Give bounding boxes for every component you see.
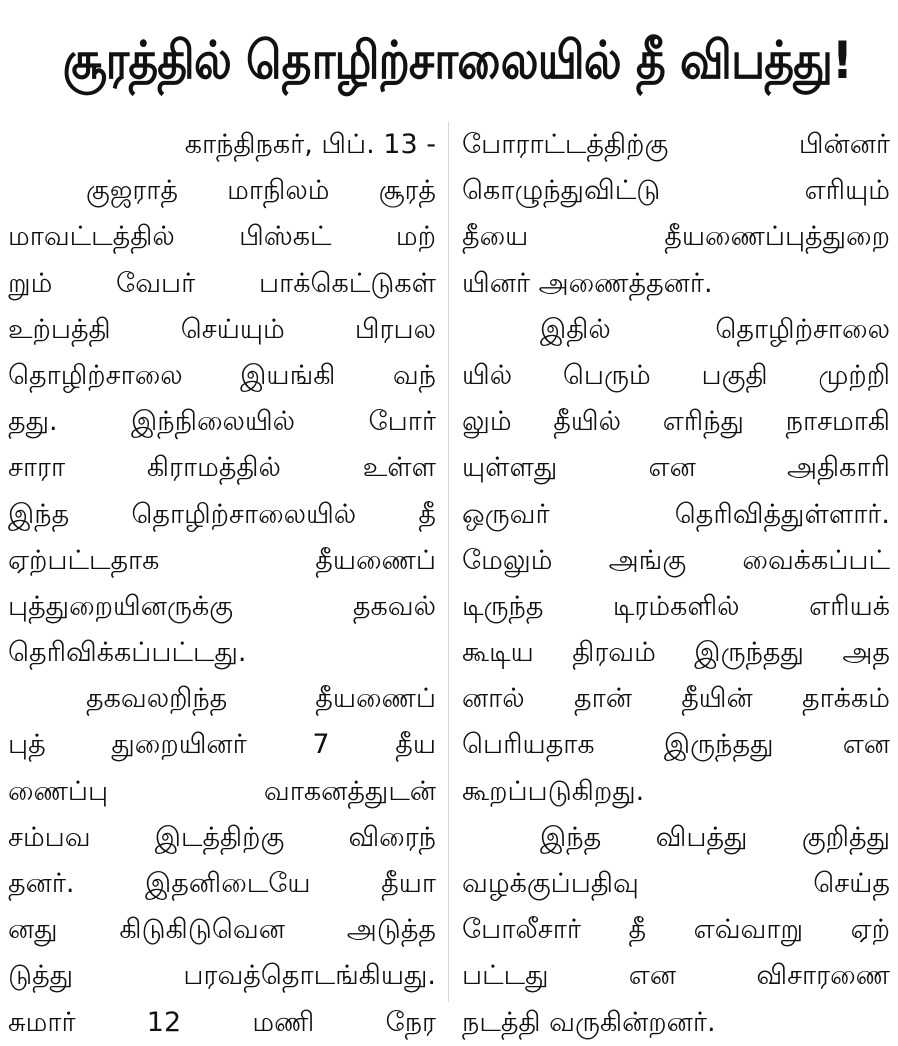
article-line: டிருந்த டிரம்களில் எரியக் xyxy=(462,590,890,622)
article-line: இந்த விபத்து குறித்து xyxy=(540,821,890,853)
article-line: சம்பவ இடத்திற்கு விரைந் xyxy=(8,821,436,853)
article-line: யில் பெரும் பகுதி முற்றி xyxy=(462,359,890,391)
article-line: யினர் அணைத்தனர். xyxy=(462,267,713,299)
article-line: னது கிடுகிடுவென அடுத்த xyxy=(8,914,436,946)
article-line: உற்பத்தி செய்யும் பிரபல xyxy=(8,313,436,345)
article-line: கூடிய திரவம் இருந்தது அத xyxy=(462,637,890,669)
article-line: மாவட்டத்தில் பிஸ்கட் மற் xyxy=(8,221,436,253)
article-line: வழக்குப்பதிவு செய்த xyxy=(462,868,890,899)
column-divider xyxy=(448,122,449,1002)
article-line: சுமார் 12 மணி நேர xyxy=(8,1006,436,1038)
article-line: யுள்ளது என அதிகாரி xyxy=(462,452,890,484)
article-line: பட்டது என விசாரணை xyxy=(462,960,890,992)
article-line: தது. இந்நிலையில் போர் xyxy=(8,406,436,438)
article-line: இந்த தொழிற்சாலையில் தீ xyxy=(8,498,436,530)
article-line: தகவலறிந்த தீயணைப் xyxy=(86,683,436,715)
article-line: லும் தீயில் எரிந்து நாசமாகி xyxy=(462,406,890,438)
article-line: ஏற்பட்டதாக தீயணைப் xyxy=(8,544,436,576)
article-line: கூறப்படுகிறது. xyxy=(462,775,645,807)
article-line: சாரா கிராமத்தில் உள்ள xyxy=(8,452,436,484)
article-line: நடத்தி வருகின்றனர். xyxy=(462,1006,716,1038)
article-line: தொழிற்சாலை இயங்கி வந் xyxy=(8,359,436,391)
article-line: இதில் தொழிற்சாலை xyxy=(540,313,890,345)
article-line: றும் வேபர் பாக்கெட்டுகள் xyxy=(8,267,436,299)
article-line: போராட்டத்திற்கு பின்னர் xyxy=(462,129,890,160)
headline: சூரத்தில் தொழிற்சாலையில் தீ விபத்து! xyxy=(62,31,852,91)
article-line: பெரியதாக இருந்தது என xyxy=(462,729,890,761)
article-line: குஜராத் மாநிலம் சூரத் xyxy=(86,175,436,207)
article-line: கொழுந்துவிட்டு எரியும் xyxy=(462,175,890,207)
article-line: மேலும் அங்கு வைக்கப்பட் xyxy=(462,544,890,576)
article-line: காந்திநகர், பிப். 13 - xyxy=(184,129,436,160)
right-column xyxy=(462,122,890,1046)
article-line: தீயை தீயணைப்புத்துறை xyxy=(462,221,890,253)
article-line: தனர். இதனிடையே தீயா xyxy=(8,868,436,899)
article-line: தெரிவிக்கப்பட்டது. xyxy=(8,637,247,669)
article-line: ணைப்பு வாகனத்துடன் xyxy=(8,775,436,807)
article-line: டுத்து பரவத்தொடங்கியது. xyxy=(8,960,436,992)
article-line: புத்துறையினருக்கு தகவல் xyxy=(8,590,436,622)
article-line: போலீசார் தீ எவ்வாறு ஏற் xyxy=(462,914,890,946)
left-column xyxy=(8,122,436,1046)
article-line: னால் தான் தீயின் தாக்கம் xyxy=(462,683,890,715)
article-line: ஒருவர் தெரிவித்துள்ளார். xyxy=(462,498,890,530)
article-line: புத் துறையினர் 7 தீய xyxy=(8,729,436,761)
